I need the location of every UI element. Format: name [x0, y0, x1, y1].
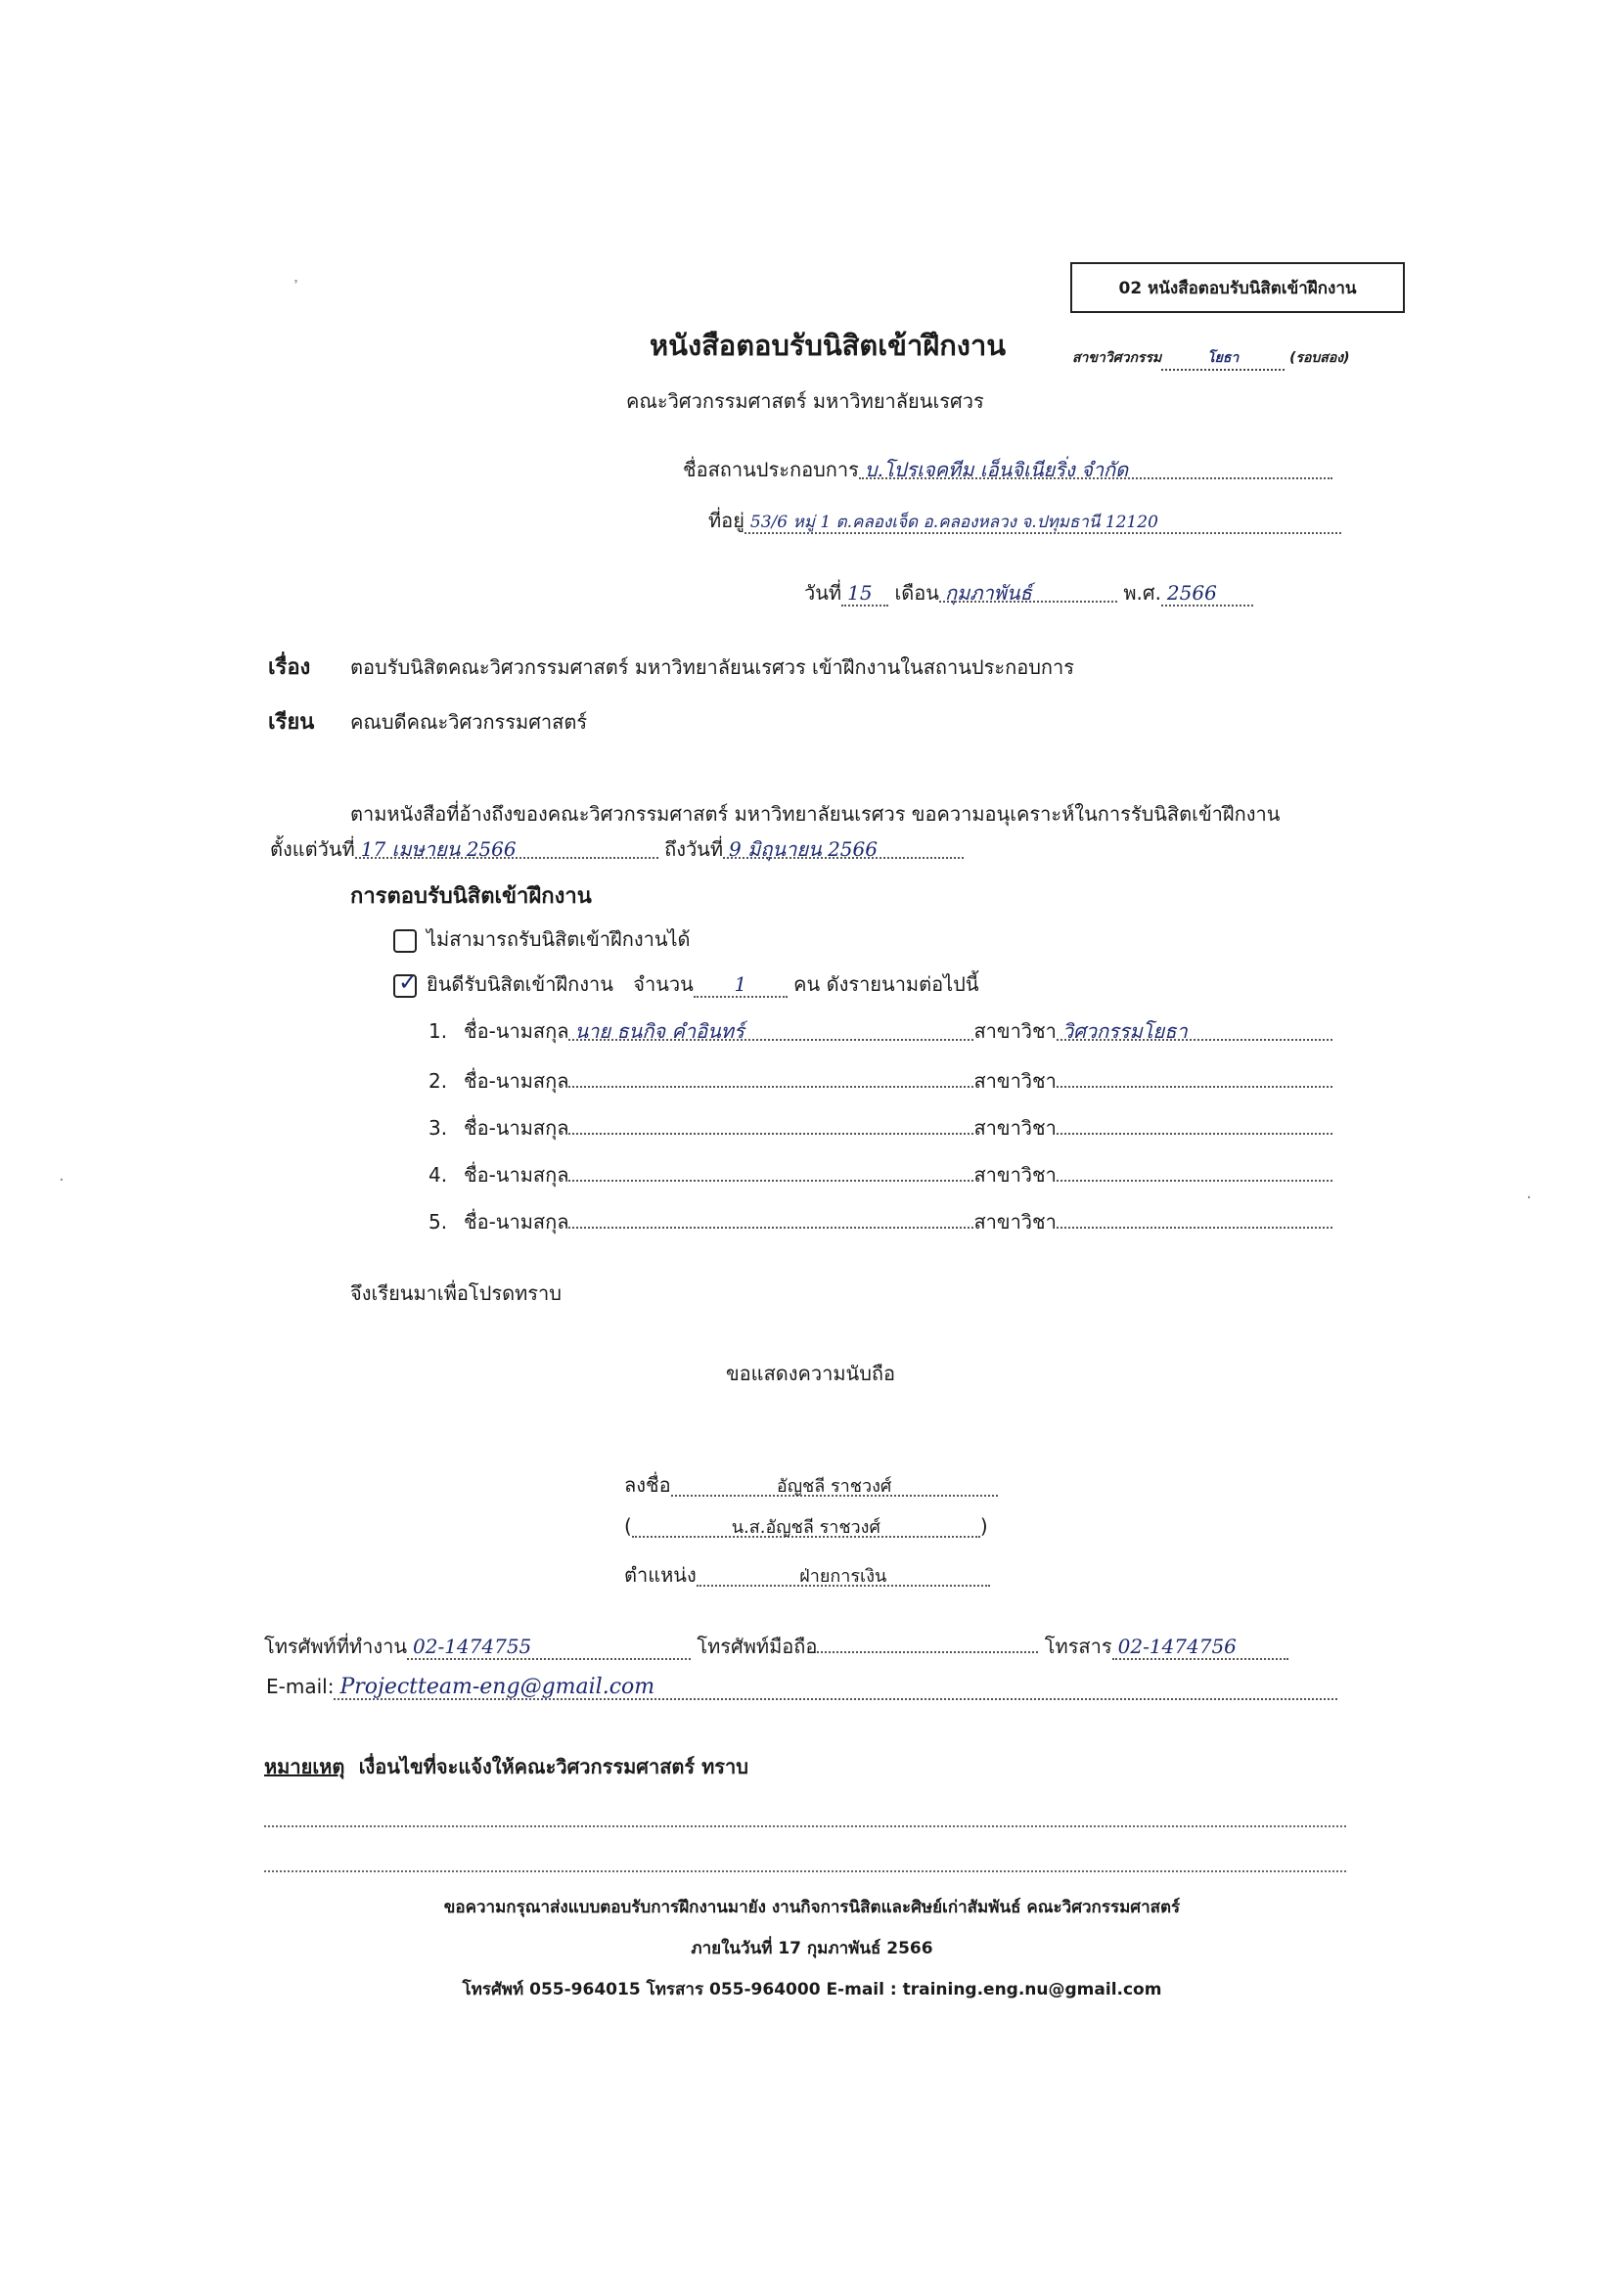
name-label: ชื่อ-นามสกุล	[464, 1116, 569, 1140]
footer-line-1: ขอความกรุณาส่งแบบตอบรับการฝึกงานมายัง งานกิจการนิสิตและศิษย์เก่าสัมพันธ์ คณะวิศวกรรมศาสตร์	[443, 1898, 1181, 1917]
company-name-value: บ.โปรเจคทีม เอ็นจิเนียริ่ง จำกัด	[859, 454, 1332, 479]
name-label: ชื่อ-นามสกุล	[464, 1210, 569, 1234]
print-open: (	[624, 1514, 632, 1538]
scan-mark: ·	[59, 1170, 65, 1190]
form-code-box	[1070, 262, 1405, 313]
date-row	[804, 577, 1253, 608]
sign-value: อัญชลี ราชวงศ์	[671, 1471, 998, 1497]
company-name-label: ชื่อสถานประกอบการ	[683, 458, 859, 481]
document-subtitle: คณะวิศวกรรมศาสตร์ มหาวิทยาลัยนเรศวร	[626, 389, 984, 413]
office-phone-label: โทรศัพท์ที่ทำงาน	[264, 1635, 407, 1658]
from-label: ตั้งแต่วันที่	[270, 837, 355, 861]
name-label: ชื่อ-นามสกุล	[464, 1163, 569, 1187]
office-phone: 02-1474755	[407, 1635, 691, 1660]
reject-checkbox[interactable]	[393, 929, 417, 953]
branch-round: (รอบสอง)	[1289, 350, 1350, 366]
document-title: หนังสือตอบรับนิสิตเข้าฝึกงาน	[650, 329, 1007, 362]
position-value: ฝ่ายการเงิน	[697, 1561, 990, 1587]
branch-line	[1072, 347, 1349, 371]
footer-line-3: โทรศัพท์ 055-964015 โทรสาร 055-964000 E-mail : training.eng.nu@gmail.com	[462, 1980, 1162, 1999]
regards-text: ขอแสดงความนับถือ	[726, 1362, 896, 1385]
date-month: กุมภาพันธ์	[939, 577, 1117, 603]
footer-line-2: ภายในวันที่ 17 กุมภาพันธ์ 2566	[691, 1939, 933, 1958]
student-row	[429, 1015, 1332, 1047]
to-text: คณบดีคณะวิศวกรรมศาสตร์	[350, 710, 588, 734]
remark-line-2	[264, 1870, 1346, 1872]
fax-value: 02-1474756	[1112, 1635, 1288, 1660]
to-row	[268, 704, 587, 739]
position-row	[624, 1559, 990, 1591]
date-label: วันที่	[804, 581, 842, 605]
student-no: 5.	[429, 1210, 448, 1234]
count-label: จำนวน	[633, 972, 694, 996]
phone-row	[264, 1628, 1288, 1662]
year-label: พ.ศ.	[1123, 581, 1161, 605]
major-label: สาขาวิชา	[973, 1210, 1057, 1234]
fax-label: โทรสาร	[1044, 1635, 1112, 1658]
student-major	[1057, 1062, 1332, 1088]
print-name: น.ส.อัญชลี ราชวงศ์	[632, 1512, 980, 1538]
major-label: สาขาวิชา	[973, 1116, 1057, 1140]
to-date-label: ถึงวันที่	[664, 837, 724, 861]
major-label: สาขาวิชา	[973, 1019, 1057, 1043]
student-no: 4.	[429, 1163, 448, 1187]
student-row	[429, 1062, 1332, 1097]
subject-text: ตอบรับนิสิตคณะวิศวกรรมศาสตร์ มหาวิทยาลัยนเรศวร เข้าฝึกงานในสถานประกอบการ	[350, 655, 1075, 679]
remark-line-1	[264, 1825, 1346, 1827]
address-value: 53/6 หมู่ 1 ต.คลองเจ็ด อ.คลองหลวง จ.ปทุมธานี 12120	[744, 509, 1341, 534]
option-reject-label: ไม่สามารถรับนิสิตเข้าฝึกงานได้	[427, 927, 691, 951]
address-label: ที่อยู่	[708, 509, 744, 532]
branch-label: สาขาวิศวกรรม	[1072, 350, 1162, 366]
student-name	[568, 1156, 973, 1182]
student-row	[429, 1203, 1332, 1237]
student-no: 3.	[429, 1116, 448, 1140]
student-name	[568, 1203, 973, 1229]
scan-mark: ᾿	[292, 278, 300, 298]
letter-paragraph: ตามหนังสือที่อ้างถึงของคณะวิศวกรรมศาสตร์ มหาวิทยาลัยนเรศวร ขอความอนุเคราะห์ในการรับนิสิตเข้าฝึกงาน	[350, 802, 1281, 826]
to-label: เรียน	[268, 710, 315, 735]
student-name	[568, 1062, 973, 1088]
remark-label: หมายเหตุ	[264, 1755, 345, 1778]
form-code: 02 หนังสือตอบรับนิสิตเข้าฝึกงาน	[1118, 278, 1357, 298]
position-label: ตำแหน่ง	[624, 1563, 697, 1587]
email-label: E-mail:	[266, 1675, 335, 1698]
check-mark-icon: ✓	[398, 967, 419, 996]
to-date: 9 มิถุนายน 2566	[723, 833, 964, 859]
student-major: วิศวกรรมโยธา	[1057, 1015, 1332, 1041]
period-row	[270, 833, 964, 865]
subject-label: เรื่อง	[268, 655, 311, 680]
major-label: สาขาวิชา	[973, 1163, 1057, 1187]
student-major	[1057, 1109, 1332, 1135]
acceptance-heading: การตอบรับนิสิตเข้าฝึกงาน	[350, 884, 592, 909]
count-value: 1	[694, 972, 788, 998]
from-date: 17 เมษายน 2566	[355, 833, 658, 859]
option-accept-label: ยินดีรับนิสิตเข้าฝึกงาน	[427, 972, 613, 996]
student-major	[1057, 1203, 1332, 1229]
email-row	[266, 1675, 1337, 1700]
print-name-row	[624, 1512, 988, 1538]
remark-text: เงื่อนไขที่จะแจ้งให้คณะวิศวกรรมศาสตร์ ทราบ	[358, 1755, 748, 1778]
address-row	[708, 505, 1341, 536]
sign-label: ลงชื่อ	[624, 1473, 671, 1497]
name-label: ชื่อ-นามสกุล	[464, 1019, 569, 1043]
student-major	[1057, 1156, 1332, 1182]
student-row	[429, 1156, 1332, 1190]
student-no: 1.	[429, 1019, 448, 1043]
remark-row	[264, 1751, 748, 1782]
inform-text: จึงเรียนมาเพื่อโปรดทราบ	[350, 1281, 562, 1305]
student-row	[429, 1109, 1332, 1144]
option-reject-row[interactable]	[393, 923, 691, 955]
signature-row	[624, 1469, 998, 1501]
mobile-label: โทรศัพท์มือถือ	[697, 1635, 818, 1658]
count-suffix: คน ดังรายนามต่อไปนี้	[793, 972, 979, 996]
accept-checkbox[interactable]	[393, 967, 419, 998]
option-accept-row[interactable]	[393, 968, 979, 1000]
print-close: )	[979, 1514, 988, 1538]
name-label: ชื่อ-นามสกุล	[464, 1069, 569, 1093]
major-label: สาขาวิชา	[973, 1069, 1057, 1093]
scan-mark: ·	[1526, 1188, 1532, 1208]
subject-row	[268, 650, 1074, 684]
student-name	[568, 1109, 973, 1135]
email-value: Projectteam-eng@gmail.com	[334, 1675, 1337, 1700]
mobile-value	[817, 1628, 1038, 1653]
company-name-row	[683, 454, 1332, 485]
student-name: นาย ธนกิจ คำอินทร์	[568, 1015, 973, 1041]
date-day: 15	[841, 581, 888, 606]
month-label: เดือน	[894, 581, 939, 605]
student-no: 2.	[429, 1069, 448, 1093]
date-year: 2566	[1161, 581, 1253, 606]
branch-value: โยธา	[1161, 347, 1285, 371]
